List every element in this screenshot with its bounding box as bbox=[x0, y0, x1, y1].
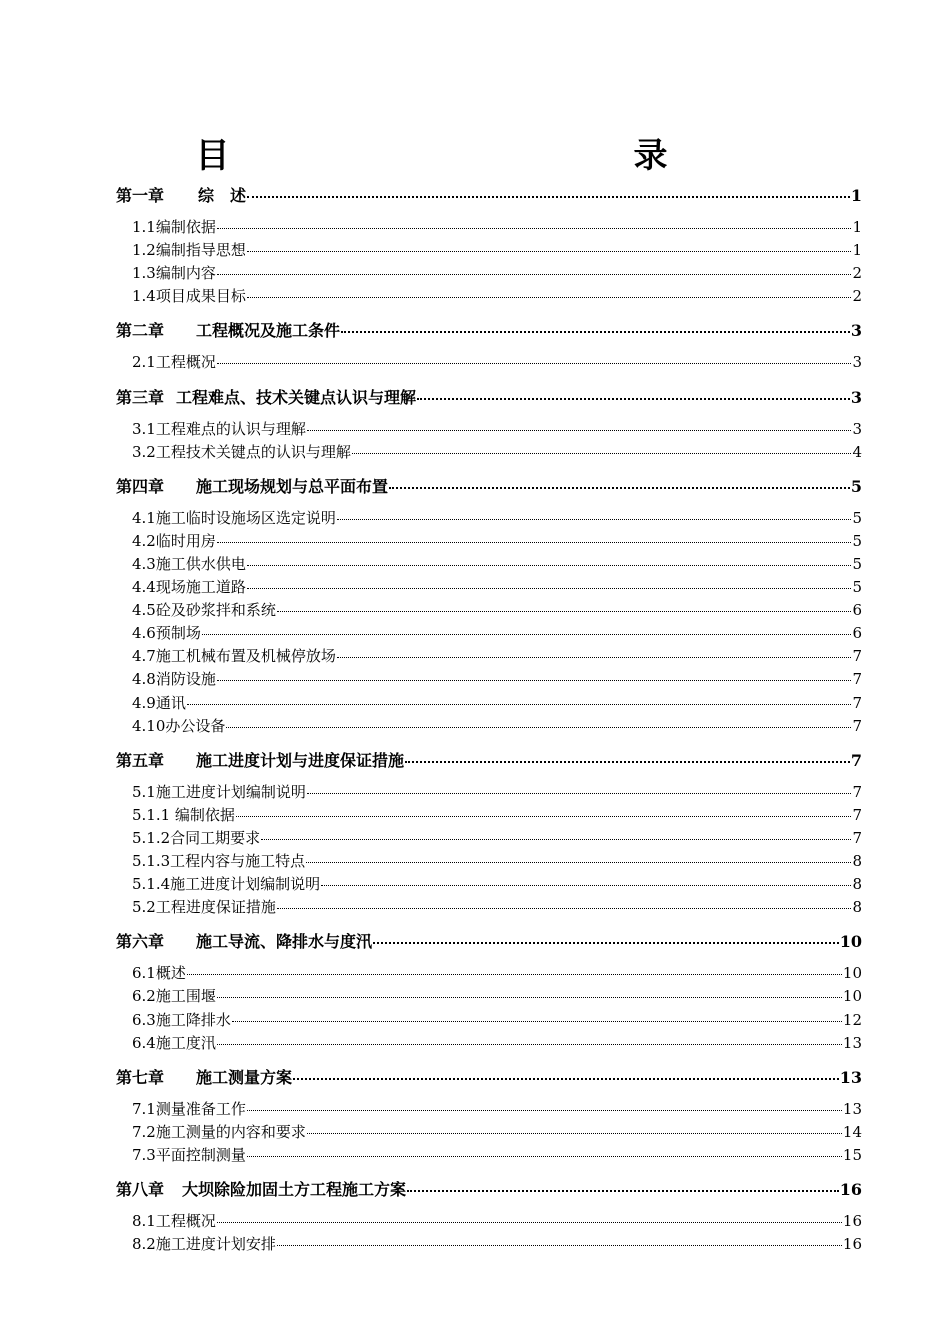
toc-chapter-entry[interactable] bbox=[116, 318, 862, 340]
toc-chapter-number: 第八章 bbox=[116, 1180, 165, 1199]
toc-leader-dots bbox=[277, 908, 852, 909]
toc-section-entry[interactable] bbox=[132, 239, 862, 261]
toc-leader-dots bbox=[307, 793, 852, 794]
toc-chapter-entry[interactable] bbox=[116, 385, 862, 407]
toc-section-entry[interactable] bbox=[132, 262, 862, 284]
toc-entry-label: 4.7施工机械布置及机械停放场 bbox=[132, 647, 336, 666]
toc-section-entry[interactable] bbox=[132, 622, 862, 644]
toc-entry-label: 4.4现场施工道路 bbox=[132, 578, 246, 596]
toc-leader-dots bbox=[217, 274, 852, 275]
toc-chapter-entry[interactable] bbox=[116, 929, 862, 951]
toc-section-entry[interactable] bbox=[132, 1144, 862, 1166]
toc-section-entry[interactable] bbox=[132, 599, 862, 621]
toc-leader-dots bbox=[202, 634, 852, 635]
toc-leader-dots bbox=[217, 1044, 842, 1045]
toc-chapter-number: 第五章 bbox=[116, 750, 165, 770]
toc-leader-dots bbox=[187, 704, 852, 705]
toc-leader-dots bbox=[247, 251, 852, 252]
toc-leader-dots bbox=[226, 727, 851, 728]
toc-leader-dots bbox=[337, 657, 852, 658]
toc-section-entry[interactable] bbox=[132, 962, 862, 984]
toc-entry-label: 4.10办公设备 bbox=[132, 716, 226, 735]
toc-page-number: 5 bbox=[852, 554, 862, 573]
toc-page-number: 13 bbox=[842, 1033, 862, 1052]
toc-page-number: 4 bbox=[852, 442, 862, 461]
toc-section-entry[interactable] bbox=[132, 1233, 862, 1255]
toc-leader-dots bbox=[217, 542, 852, 543]
toc-chapter-title: 施工现场规划与总平面布置 bbox=[196, 476, 389, 496]
toc-entry-label: 6.1概述 bbox=[132, 964, 186, 983]
toc-entry-label: 5.1.4施工进度计划编制说明 bbox=[132, 875, 321, 894]
toc-leader-dots bbox=[306, 862, 851, 863]
toc-entry-label: 4.6预制场 bbox=[132, 624, 201, 643]
toc-entry-label: 7.1测量准备工作 bbox=[132, 1099, 246, 1118]
toc-entry-label: 6.4施工度汛 bbox=[132, 1033, 216, 1052]
toc-leader-dots bbox=[407, 1190, 839, 1192]
toc-page-number: 7 bbox=[852, 805, 862, 824]
toc-page-number: 10 bbox=[842, 964, 862, 983]
toc-leader-dots bbox=[352, 453, 852, 454]
toc-section-entry[interactable] bbox=[132, 530, 862, 552]
toc-leader-dots bbox=[187, 974, 842, 975]
toc-leader-dots bbox=[417, 398, 850, 400]
toc-page-number: 10 bbox=[839, 932, 862, 952]
toc-page-number: 16 bbox=[842, 1212, 862, 1230]
toc-page-number: 8 bbox=[852, 875, 862, 894]
toc-leader-dots bbox=[277, 611, 852, 612]
toc-chapter-title: 大坝除险加固土方工程施工方案 bbox=[182, 1180, 407, 1199]
toc-section-entry[interactable] bbox=[132, 985, 862, 1007]
toc-entry-label: 8.2施工进度计划安排 bbox=[132, 1235, 276, 1254]
toc-entry-label: 5.1.2合同工期要求 bbox=[132, 828, 261, 847]
toc-entry-label: 7.2施工测量的内容和要求 bbox=[132, 1122, 306, 1141]
toc-chapter-number: 第二章 bbox=[116, 321, 165, 341]
toc-chapter-entry[interactable] bbox=[116, 183, 862, 205]
toc-section-entry[interactable] bbox=[132, 715, 862, 737]
toc-section-entry[interactable] bbox=[132, 418, 862, 440]
toc-section-entry[interactable] bbox=[132, 827, 862, 849]
toc-section-entry[interactable] bbox=[132, 216, 862, 238]
toc-page-number: 7 bbox=[850, 750, 862, 770]
toc-section-entry[interactable] bbox=[132, 1009, 862, 1031]
toc-entry-label: 4.5砼及砂浆拌和系统 bbox=[132, 601, 276, 620]
toc-page-number: 7 bbox=[852, 782, 862, 801]
toc-page-number: 2 bbox=[852, 264, 862, 283]
toc-section-entry[interactable] bbox=[132, 441, 862, 463]
toc-section-entry[interactable] bbox=[132, 553, 862, 575]
toc-page-number: 14 bbox=[842, 1122, 862, 1141]
toc-entry-label: 4.2临时用房 bbox=[132, 531, 216, 550]
toc-entry-label: 2.1工程概况 bbox=[132, 353, 216, 372]
toc-leader-dots bbox=[247, 297, 852, 298]
toc-entry-label: 3.1工程难点的认识与理解 bbox=[132, 419, 306, 438]
toc-section-entry[interactable] bbox=[132, 645, 862, 667]
toc-chapter-title: 工程概况及施工条件 bbox=[196, 321, 341, 341]
toc-section-entry[interactable] bbox=[132, 1098, 862, 1120]
toc-page-number: 10 bbox=[842, 987, 862, 1006]
toc-entry-label: 4.8消防设施 bbox=[132, 670, 216, 689]
toc-page-number: 7 bbox=[852, 670, 862, 689]
toc-entry-label: 4.1施工临时设施场区选定说明 bbox=[132, 508, 336, 527]
toc-leader-dots bbox=[247, 1156, 842, 1157]
toc-chapter-entry[interactable] bbox=[116, 474, 862, 496]
toc-page-number: 16 bbox=[839, 1180, 862, 1199]
toc-page-number: 1 bbox=[852, 241, 862, 260]
toc-page-number: 12 bbox=[842, 1010, 862, 1029]
toc-section-entry[interactable] bbox=[132, 576, 862, 598]
toc-entry-label: 1.1编制依据 bbox=[132, 218, 216, 236]
toc-entry-label: 8.1工程概况 bbox=[132, 1212, 216, 1230]
toc-page-number: 7 bbox=[852, 693, 862, 712]
toc-page-number: 3 bbox=[852, 353, 862, 372]
toc-chapter-title: 施工导流、降排水与度汛 bbox=[196, 932, 373, 952]
toc-page-number: 5 bbox=[852, 531, 862, 550]
toc-entry-label: 7.3平面控制测量 bbox=[132, 1145, 246, 1164]
toc-entry-label: 1.4项目成果目标 bbox=[132, 287, 246, 306]
toc-page-number: 6 bbox=[852, 624, 862, 643]
toc-entry-label: 5.2工程进度保证措施 bbox=[132, 898, 276, 917]
toc-page-number: 15 bbox=[842, 1145, 862, 1164]
toc-entry-label: 6.2施工围堰 bbox=[132, 987, 216, 1006]
toc-leader-dots bbox=[217, 363, 852, 364]
toc-page-number: 2 bbox=[852, 287, 862, 306]
toc-leader-dots bbox=[236, 816, 852, 817]
toc-chapter-number: 第七章 bbox=[116, 1067, 165, 1087]
toc-leader-dots bbox=[232, 1021, 842, 1022]
toc-entry-label: 6.3施工降排水 bbox=[132, 1010, 231, 1029]
toc-chapter-entry[interactable] bbox=[116, 748, 862, 770]
toc-page-number: 5 bbox=[852, 508, 862, 527]
toc-section-entry[interactable] bbox=[132, 351, 862, 373]
toc-leader-dots bbox=[293, 1078, 839, 1080]
toc-chapter-title: 施工进度计划与进度保证措施 bbox=[196, 750, 405, 770]
toc-section-entry[interactable] bbox=[132, 850, 862, 872]
toc-chapter-number: 第三章 bbox=[116, 387, 165, 407]
toc-leader-dots bbox=[307, 430, 852, 431]
toc-leader-dots bbox=[277, 1245, 842, 1246]
toc-page-number: 5 bbox=[852, 578, 862, 596]
toc-page-number: 6 bbox=[852, 601, 862, 620]
toc-page-number: 13 bbox=[839, 1067, 862, 1087]
toc-section-entry[interactable] bbox=[132, 1032, 862, 1054]
toc-leader-dots bbox=[261, 839, 851, 840]
toc-page-number: 8 bbox=[852, 852, 862, 870]
toc-leader-dots bbox=[389, 487, 850, 489]
toc-leader-dots bbox=[217, 997, 842, 998]
toc-entry-label: 5.1.1 编制依据 bbox=[132, 805, 235, 824]
toc-entry-label: 4.3施工供水供电 bbox=[132, 554, 246, 573]
toc-page-number: 16 bbox=[842, 1235, 862, 1254]
toc-leader-dots bbox=[247, 196, 850, 198]
toc-section-entry[interactable] bbox=[132, 804, 862, 826]
toc-chapter-title: 工程难点、技术关键点认识与理解 bbox=[176, 387, 417, 407]
toc-section-entry[interactable] bbox=[132, 1210, 862, 1232]
toc-chapter-entry[interactable] bbox=[116, 1065, 862, 1087]
toc-chapter-number: 第四章 bbox=[116, 476, 165, 496]
toc-leader-dots bbox=[217, 680, 852, 681]
toc-section-entry[interactable] bbox=[132, 873, 862, 895]
toc-page-number: 3 bbox=[850, 321, 862, 341]
toc-section-entry[interactable] bbox=[132, 896, 862, 918]
toc-page-number: 13 bbox=[842, 1099, 862, 1118]
toc-leader-dots bbox=[321, 885, 851, 886]
toc-page-number: 1 bbox=[852, 218, 862, 236]
toc-leader-dots bbox=[337, 519, 852, 520]
toc-page-number: 7 bbox=[852, 828, 862, 847]
toc-leader-dots bbox=[217, 1222, 842, 1223]
toc-leader-dots bbox=[307, 1133, 842, 1134]
toc-leader-dots bbox=[247, 565, 852, 566]
toc-page-number: 7 bbox=[852, 716, 862, 735]
toc-leader-dots bbox=[341, 331, 850, 333]
toc-page-number: 5 bbox=[850, 476, 862, 496]
toc-leader-dots bbox=[247, 1110, 842, 1111]
toc-chapter-entry[interactable] bbox=[116, 1177, 862, 1199]
toc-page-number: 3 bbox=[852, 419, 862, 438]
toc-page-number: 7 bbox=[852, 647, 862, 666]
toc-chapter-number: 第一章 bbox=[116, 186, 165, 205]
toc-entry-label: 1.3编制内容 bbox=[132, 264, 216, 283]
toc-leader-dots bbox=[373, 942, 839, 944]
page-title: 目 录 bbox=[195, 136, 780, 176]
toc-section-entry[interactable] bbox=[132, 1121, 862, 1143]
toc-entry-label: 4.9通讯 bbox=[132, 693, 186, 712]
toc-entry-label: 5.1.3工程内容与施工特点 bbox=[132, 852, 306, 870]
toc-entry-label: 5.1施工进度计划编制说明 bbox=[132, 782, 306, 801]
toc-chapter-title: 综 述 bbox=[198, 186, 247, 205]
toc-leader-dots bbox=[247, 588, 852, 589]
toc-page-number: 1 bbox=[850, 186, 862, 205]
toc-leader-dots bbox=[217, 228, 852, 229]
toc-section-entry[interactable] bbox=[132, 781, 862, 803]
toc-page-number: 8 bbox=[852, 898, 862, 917]
toc-section-entry[interactable] bbox=[132, 692, 862, 714]
toc-entry-label: 3.2工程技术关键点的认识与理解 bbox=[132, 442, 351, 461]
toc-section-entry[interactable] bbox=[132, 507, 862, 529]
toc-entry-label: 1.2编制指导思想 bbox=[132, 241, 246, 260]
toc-chapter-title: 施工测量方案 bbox=[196, 1067, 293, 1087]
toc-section-entry[interactable] bbox=[132, 285, 862, 307]
toc-section-entry[interactable] bbox=[132, 668, 862, 690]
toc-chapter-number: 第六章 bbox=[116, 932, 165, 952]
toc-leader-dots bbox=[405, 761, 850, 763]
toc-page-number: 3 bbox=[850, 387, 862, 407]
